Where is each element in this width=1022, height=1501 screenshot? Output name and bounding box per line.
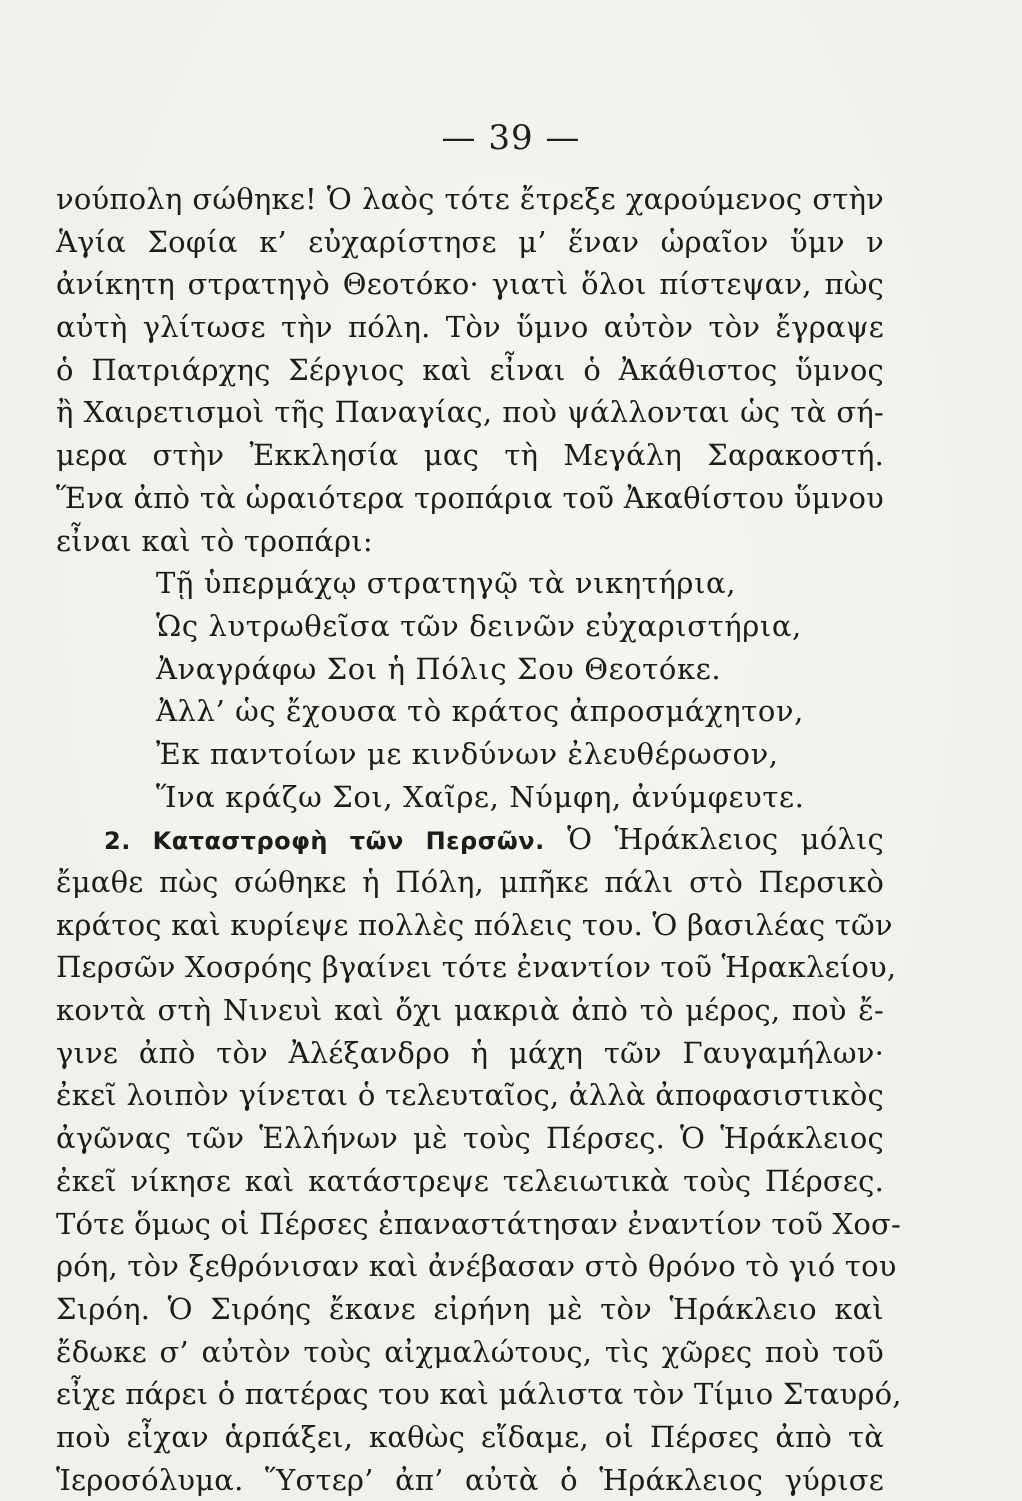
text-line: Ἕνα ἀπὸ τὰ ὡραιότερα τροπάρια τοῦ Ἀκαθίστου ὕμνου bbox=[56, 480, 884, 515]
text-line: νούπολη σώθηκε! Ὁ λαὸς τότε ἔτρεξε χαρούμενος στὴν bbox=[56, 182, 884, 216]
text-line: ἀνίκητη στρατηγὸ Θεοτόκο· γιατὶ ὅλοι πίστεψαν, πὼς bbox=[56, 267, 884, 302]
text-line: εἶχε πάρει ὁ πατέρας του καὶ μάλιστα τὸν Τίμιο Σταυρό, bbox=[56, 1377, 902, 1412]
hymn-verse: Ἵνα κράζω Σοι, Χαῖρε, Νύμφη, ἀνύμφευτε. bbox=[156, 779, 805, 814]
text-line: ἀγῶνας τῶν Ἑλλήνων μὲ τοὺς Πέρσες. Ὁ Ἡράκλειος bbox=[56, 1121, 884, 1156]
text-line: ὁ Πατριάρχης Σέργιος καὶ εἶναι ὁ Ἀκάθιστος ὕμνος bbox=[56, 352, 884, 387]
text-line: Ἁγία Σοφία κ’ εὐχαρίστησε μ’ ἕναν ὡραῖον ὕμν ν bbox=[56, 224, 884, 259]
text-line: ἐκεῖ λοιπὸν γίνεται ὁ τελευταῖος, ἀλλὰ ἀποφασιστικὸς bbox=[56, 1078, 884, 1113]
section-heading: 2. Καταστροφὴ τῶν Περσῶν. bbox=[104, 827, 545, 856]
hymn-verse: Ὡς λυτρωθεῖσα τῶν δεινῶν εὐχαριστήρια, bbox=[156, 608, 802, 643]
text-line: ποὺ εἶχαν ἁρπάξει, καθὼς εἴδαμε, οἱ Πέρσες ἀπὸ τὰ bbox=[56, 1419, 884, 1454]
text-line: ἐκεῖ νίκησε καὶ κατάστρεψε τελειωτικὰ τοὺς Πέρσες. bbox=[56, 1163, 884, 1198]
text-line: Ἱεροσόλυμα. Ὕστερ’ ἀπ’ αὐτὰ ὁ Ἡράκλειος γύρισε bbox=[56, 1462, 884, 1497]
text-line: Περσῶν Χοσρόης βγαίνει τότε ἐναντίον τοῦ Ἡρακλείου, bbox=[56, 950, 897, 985]
hymn-verse: Τῇ ὑπερμάχῳ στρατηγῷ τὰ νικητήρια, bbox=[156, 566, 737, 601]
hymn-verse: Ἀλλ’ ὡς ἔχουσα τὸ κράτος ἀπροσμάχητον, bbox=[156, 694, 804, 729]
text-line: γινε ἀπὸ τὸν Ἀλέξανδρο ἡ μάχη τῶν Γαυγαμήλων· bbox=[56, 1035, 884, 1070]
text-line: εἶναι καὶ τὸ τροπάρι: bbox=[56, 523, 373, 558]
text-line: μερα στὴν Ἐκκλησία μας τὴ Μεγάλη Σαρακοστή. bbox=[56, 438, 884, 473]
text-line: ἔμαθε πὼς σώθηκε ἡ Πόλη, μπῆκε πάλι στὸ Περσικὸ bbox=[56, 865, 884, 899]
section-first-line-text: Ὁ Ἡράκλειος μόλις bbox=[567, 822, 884, 857]
hymn-verse: Ἀναγράφω Σοι ἡ Πόλις Σου Θεοτόκε. bbox=[156, 651, 722, 686]
text-line: κράτος καὶ κυρίεψε πολλὲς πόλεις του. Ὁ βασιλέας τῶν bbox=[56, 907, 893, 942]
text-line: Τότε ὅμως οἱ Πέρσες ἐπαναστάτησαν ἐναντίον τοῦ Χοσ- bbox=[56, 1206, 902, 1241]
section-heading-line bbox=[56, 818, 884, 861]
page-number: — 39 — bbox=[441, 118, 581, 158]
text-line: ρόη, τὸν ξεθρόνισαν καὶ ἀνέβασαν στὸ θρόνο τὸ γιό του bbox=[56, 1249, 897, 1284]
hymn-verse: Ἐκ παντοίων με κινδύνων ἐλευθέρωσον, bbox=[156, 736, 779, 771]
text-line: κοντὰ στὴ Νινευὶ καὶ ὄχι μακριὰ ἀπὸ τὸ μέρος, ποὺ ἔ- bbox=[56, 993, 884, 1028]
text-line: ἔδωκε σ’ αὐτὸν τοὺς αἰχμαλώτους, τὶς χῶρες ποὺ τοῦ bbox=[56, 1334, 884, 1369]
body-text bbox=[56, 178, 902, 1501]
text-line: αὐτὴ γλίτωσε τὴν πόλη. Τὸν ὕμνο αὐτὸν τὸν ἔγραψε bbox=[56, 310, 884, 345]
text-line: Σιρόη. Ὁ Σιρόης ἔκανε εἰρήνη μὲ τὸν Ἡράκλειο καὶ bbox=[56, 1291, 884, 1326]
text-line: ἢ Χαιρετισμοὶ τῆς Παναγίας, ποὺ ψάλλονται ὡς τὰ σή- bbox=[56, 395, 884, 430]
